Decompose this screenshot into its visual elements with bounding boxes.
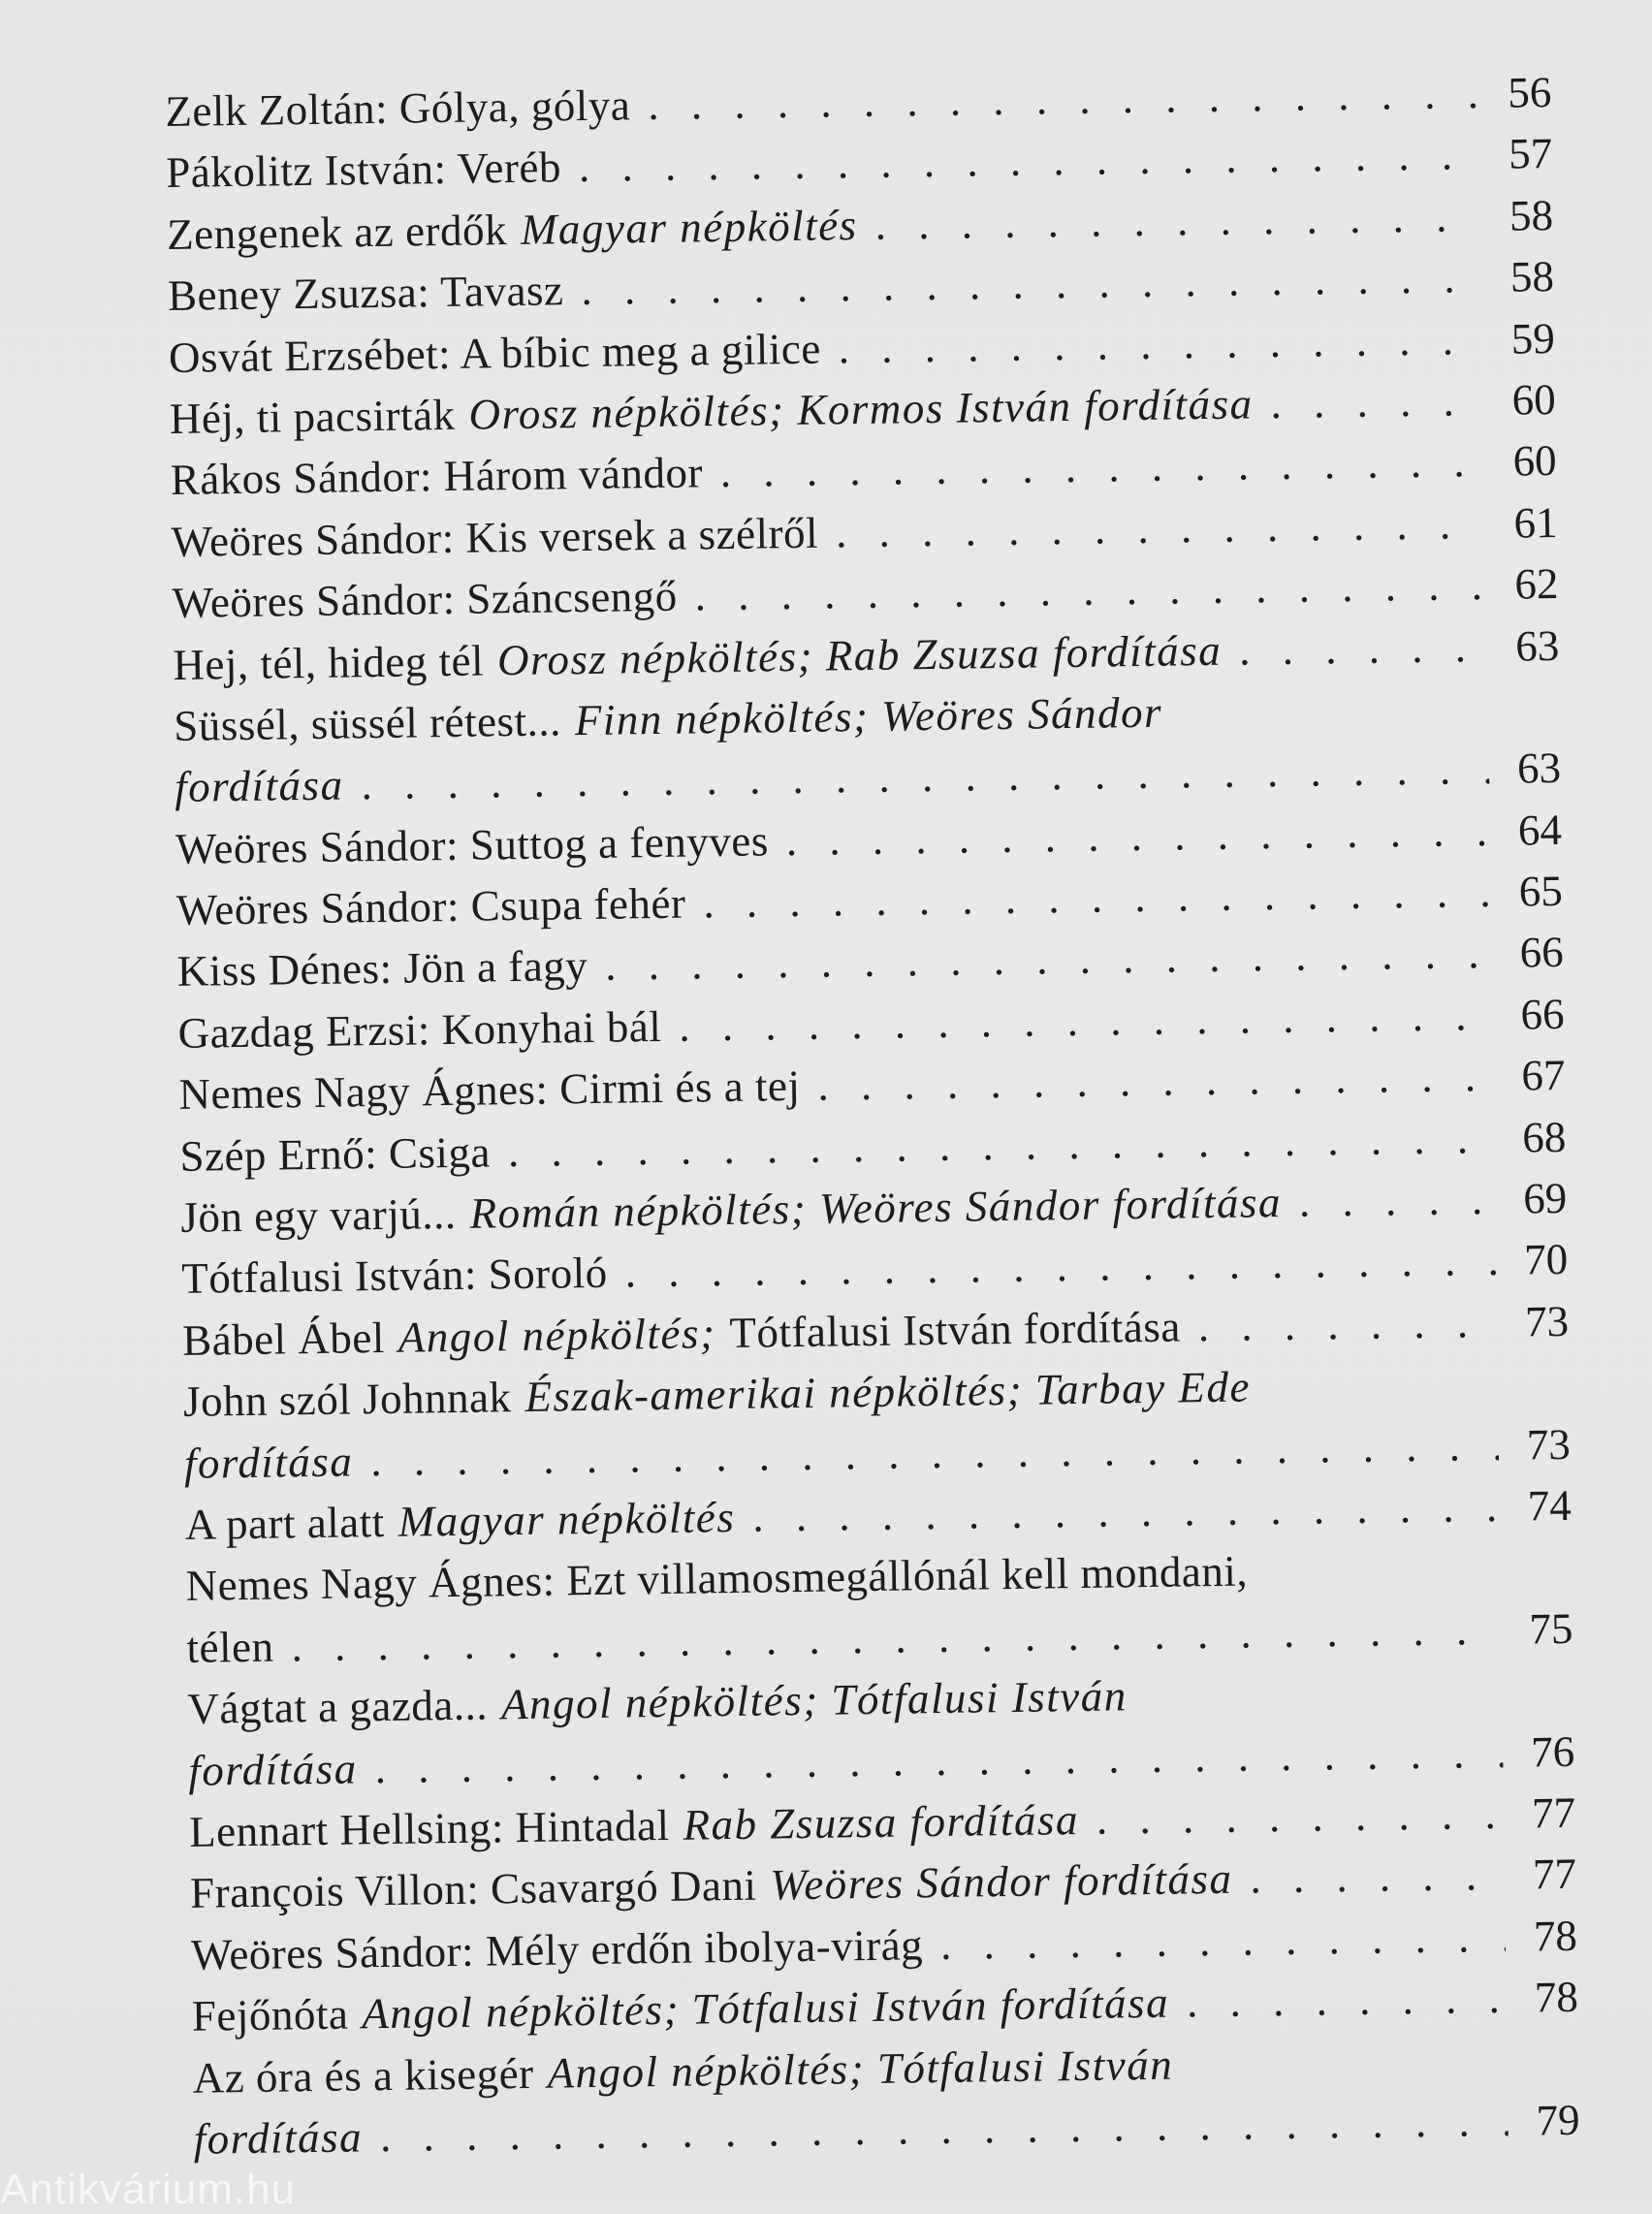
toc-entry-title (176, 873, 686, 942)
entry-source-note: fordítása (183, 1437, 354, 1488)
dot-leader (1187, 1968, 1508, 2034)
toc-entry-title (175, 810, 770, 880)
entry-author-title: Osvát Erzsébet: A bíbic meg a gilice (168, 324, 822, 382)
entry-author-title: Tótfalusi István: Soroló (180, 1249, 609, 1304)
page-number: 62 (1514, 559, 1559, 609)
entry-author-title: Kiss Dénes: Jön a fagy (176, 941, 588, 996)
entry-author-title: Héj, ti pacsirták (169, 390, 456, 443)
entry-source-note: Weöres Sándor fordítása (770, 1854, 1233, 1910)
table-of-contents-page (165, 62, 1580, 2170)
entry-source-note: Rab Zsuzsa fordítása (683, 1794, 1080, 1850)
toc-entry-title (178, 1056, 801, 1125)
dot-leader (679, 985, 1493, 1058)
dot-leader (1270, 370, 1484, 434)
entry-author-title: Nemes Nagy Ágnes: Cirmi és a tej (178, 1061, 801, 1120)
entry-author-title: Az óra és a kisegér (192, 2048, 534, 2103)
dot-leader (1197, 1292, 1497, 1358)
entry-source-note: Magyar népköltés (520, 200, 858, 254)
page-number: 63 (1516, 743, 1562, 793)
toc-entry-title (177, 996, 661, 1064)
page-number: 60 (1512, 436, 1557, 486)
page-number: 58 (1509, 252, 1555, 301)
entry-source-note: Angol népköltés; Tótfalusi István (500, 1671, 1128, 1729)
page-number: 70 (1523, 1235, 1569, 1284)
entry-source-note: fordítása (174, 760, 344, 812)
entry-author-title: Szép Ernő: Csiga (179, 1127, 492, 1181)
dot-leader (719, 431, 1485, 503)
toc-entry-title (175, 755, 344, 819)
entry-author-title: A part alatt (184, 1497, 386, 1549)
toc-entry-title (188, 1738, 358, 1802)
entry-author-title: Zelk Zoltán: Gólya, gólya (165, 80, 631, 136)
dot-leader (648, 63, 1480, 136)
dot-leader (838, 309, 1483, 380)
page-number: 76 (1530, 1726, 1575, 1777)
page-number: 77 (1531, 1787, 1576, 1838)
page-number: 75 (1529, 1603, 1573, 1654)
toc-entry-title (176, 935, 588, 1002)
entry-author-title: Lennart Hellsing: Hintadal (188, 1800, 670, 1856)
toc-entry-title (181, 1243, 608, 1311)
page-number: 73 (1524, 1296, 1570, 1346)
page-number: 59 (1510, 313, 1556, 364)
page-number: 74 (1527, 1480, 1572, 1531)
entry-author-title: Vágtat a gazda... (187, 1680, 489, 1733)
dot-leader (836, 493, 1486, 564)
entry-author-title: Beney Zsuzsa: Tavasz (167, 266, 564, 321)
toc-entry-title (169, 318, 822, 389)
toc-entry-title (191, 1914, 924, 1986)
page-number: 67 (1521, 1051, 1566, 1100)
entry-author-title: Pákolitz István: Veréb (165, 142, 562, 198)
entry-author-title: François Villon: Csavargó Dani (189, 1860, 757, 1918)
entry-author-title: John szól Johnnak (182, 1373, 512, 1427)
entry-source-note: Észak-amerikai népköltés; Tarbay Ede (524, 1362, 1252, 1422)
toc-entry-title (179, 1122, 491, 1187)
page-number: 64 (1517, 805, 1563, 855)
entry-author-title: Fejőnóta (191, 1989, 349, 2040)
page-number: 56 (1507, 68, 1552, 117)
page-number: 60 (1511, 374, 1557, 425)
entry-source-note: Orosz népköltés; Kormos István fordítása (468, 379, 1254, 439)
dot-leader (1298, 1169, 1495, 1233)
entry-source-note: Magyar népköltés (397, 1492, 736, 1546)
dot-leader (1096, 1784, 1504, 1850)
dot-leader (694, 554, 1487, 627)
page-number: 73 (1526, 1419, 1572, 1470)
page-number: 57 (1508, 129, 1553, 179)
dot-leader (940, 1907, 1507, 1977)
page-number: 61 (1513, 497, 1558, 548)
page-number: 58 (1509, 190, 1554, 240)
entry-source-note: Román népköltés; Weöres Sándor fordítása (469, 1178, 1283, 1238)
watermark: Antikvárium.hu (0, 2166, 297, 2213)
dot-leader (874, 186, 1481, 256)
entry-source-note: fordítása (187, 1743, 359, 1795)
page-number: 66 (1520, 989, 1565, 1039)
entry-source-note: fordítása (193, 2112, 364, 2164)
toc-entry-title (166, 138, 561, 205)
toc-list (165, 62, 1580, 2170)
dot-leader (752, 1476, 1500, 1548)
entry-author-title: Weöres Sándor: Suttog a fenyves (175, 816, 770, 873)
toc-entry-title (184, 1487, 735, 1556)
page-number: 78 (1533, 1911, 1578, 1961)
entry-source-note: Angol népköltés; (397, 1309, 716, 1362)
entry-author-title: Weöres Sándor: Csupa fehér (175, 878, 686, 934)
entry-author-title: télen (186, 1622, 274, 1672)
page-number: 69 (1522, 1173, 1568, 1223)
page-number: 79 (1536, 2095, 1580, 2145)
toc-entry-title (186, 1616, 274, 1679)
page-number: 63 (1514, 620, 1560, 671)
entry-author-title: Jön egy varjú... (180, 1188, 457, 1242)
toc-entry-title (172, 566, 678, 635)
entry-author-title: Gazdag Erzsi: Konyhai bál (177, 1001, 662, 1058)
entry-source-note: Angol népköltés; Tótfalusi István fordítása (361, 1977, 1170, 2039)
entry-author-title: Rákos Sándor: Három vándor (170, 448, 704, 505)
entry-author-title: Süssél, süssél rétest... (173, 696, 562, 750)
entry-translator: Tótfalusi István fordítása (729, 1302, 1182, 1357)
entry-author-title: Weöres Sándor: Kis versek a szélről (171, 508, 819, 566)
dot-leader (1239, 617, 1488, 681)
dot-leader (785, 801, 1490, 872)
toc-entry-title (193, 2106, 363, 2170)
page-number: 68 (1521, 1112, 1567, 1162)
page-number: 77 (1532, 1850, 1577, 1899)
entry-author-title: Hej, tél, hideg tél (173, 635, 485, 689)
toc-entry-title (183, 1431, 353, 1495)
page-number: 78 (1534, 1972, 1579, 2022)
toc-entry-title (165, 75, 631, 142)
entry-author-title: Bábel Ábel (181, 1313, 386, 1365)
page-number: 66 (1519, 928, 1565, 978)
entry-source-note: Orosz népköltés; Rab Zsuzsa fordítása (496, 625, 1223, 684)
entry-author-title: Zengenek az erdők (166, 205, 508, 259)
entry-author-title: Weöres Sándor: Száncsengő (172, 571, 679, 628)
toc-entry-title (170, 443, 703, 512)
entry-author-title: Nemes Nagy Ágnes: Ezt villamosmegállónál kell mondani, (185, 1546, 1249, 1611)
entry-source-note: Finn népköltés; Weöres Sándor (574, 687, 1163, 745)
toc-entry-title (168, 260, 564, 327)
page-number: 65 (1518, 867, 1564, 916)
entry-author-title: Weöres Sándor: Mély erdőn ibolya-virág (190, 1919, 924, 1979)
entry-source-note: Angol népköltés; Tótfalusi István (547, 2040, 1174, 2098)
dot-leader (1250, 1845, 1505, 1910)
dot-leader (703, 862, 1491, 934)
toc-entry-title (171, 502, 818, 573)
toc-entry-title (167, 195, 858, 266)
dot-leader (817, 1046, 1494, 1117)
